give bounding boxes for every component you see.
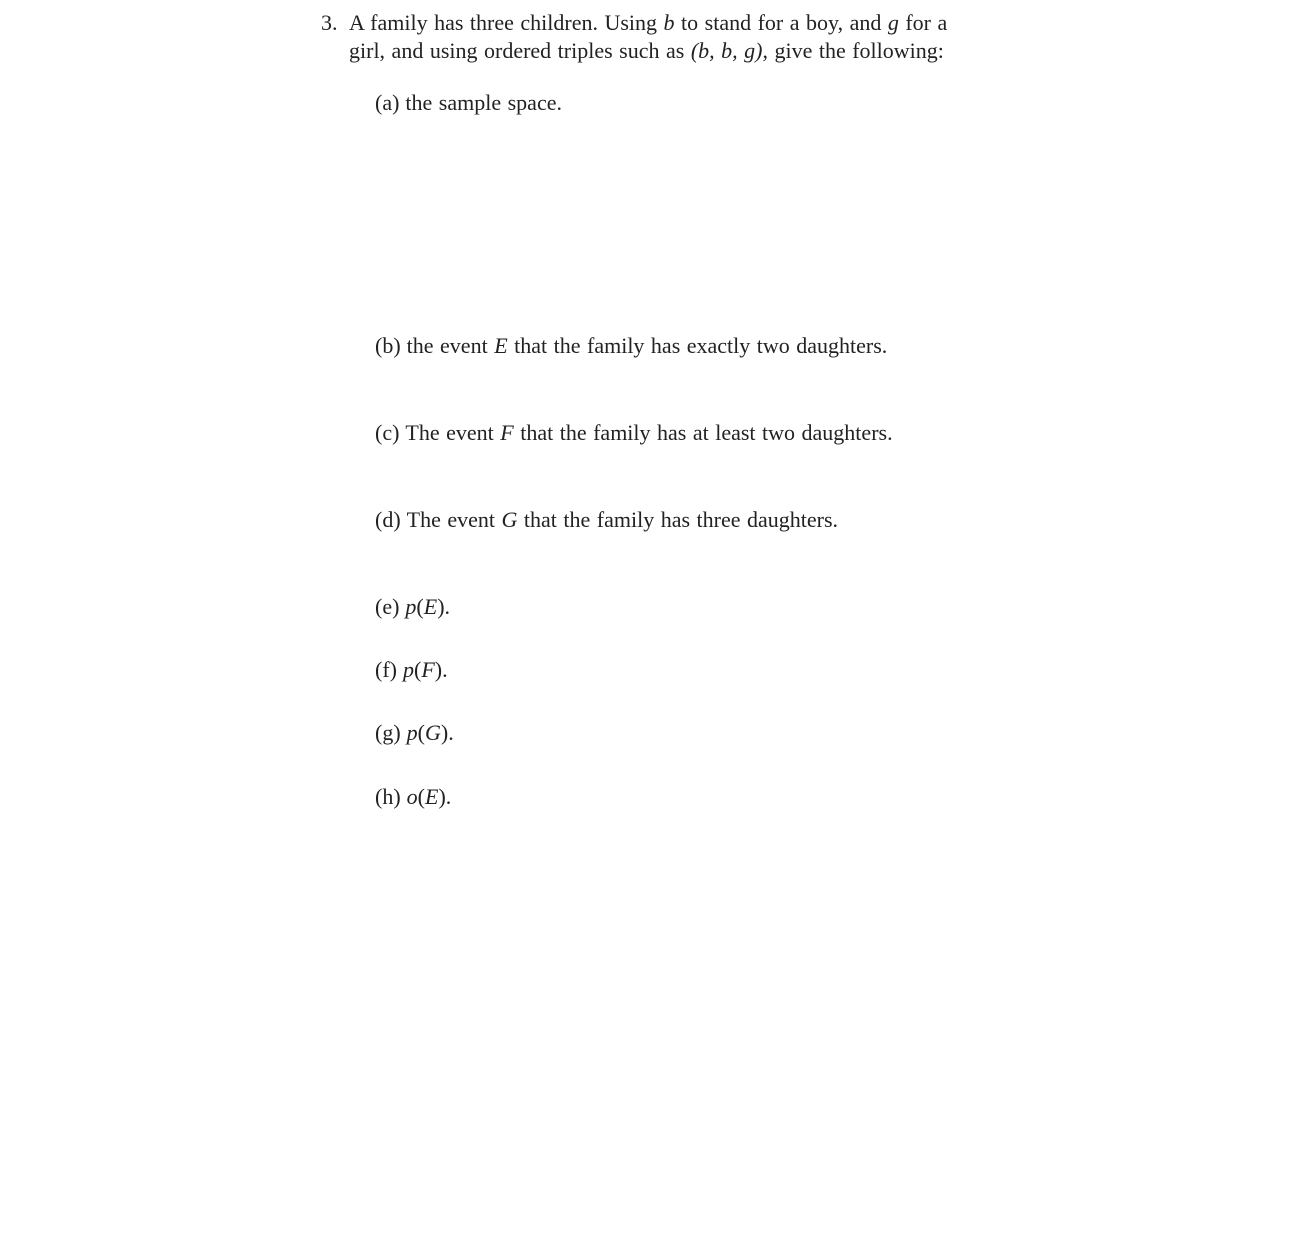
statement-line-2 (349, 37, 1039, 65)
ordered-triple-example: (b, b, g) (690, 38, 763, 63)
part-end: ). (437, 594, 451, 619)
event-variable: E (423, 594, 438, 619)
statement-text: girl, and using ordered triples such as (349, 38, 691, 63)
part-label: (b) (375, 333, 401, 358)
problem-number: 3. (321, 10, 338, 35)
part-label: (a) (375, 90, 400, 115)
part-d (375, 506, 838, 534)
event-variable: F (500, 420, 514, 445)
variable-b: b (663, 10, 675, 35)
event-variable: G (424, 720, 441, 745)
event-variable: F (421, 657, 435, 682)
part-text: The event (405, 420, 501, 445)
part-text: The event (406, 507, 502, 532)
probability-function: p (402, 657, 414, 682)
part-label: (d) (375, 507, 401, 532)
part-g: (g) p(G). (375, 720, 454, 745)
part-label: (g) (375, 720, 401, 745)
event-variable: E (494, 333, 508, 358)
part-e: (e) p(E). (375, 594, 451, 619)
statement-text: A family has three children. Using (349, 10, 664, 35)
part-text: that the family has three daughters. (517, 507, 839, 532)
part-label: (e) (375, 594, 400, 619)
part-label: (h) (375, 784, 401, 809)
part-label: (c) (375, 420, 400, 445)
part-label: (f) (375, 657, 397, 682)
event-variable: E (424, 784, 439, 809)
statement-line-1 (349, 9, 1039, 37)
statement-text: for a (898, 10, 948, 35)
part-b (375, 332, 887, 360)
probability-function: p (405, 594, 417, 619)
part-end: ). (434, 657, 448, 682)
statement-text: , give the following: (762, 38, 944, 63)
part-text: the event (406, 333, 495, 358)
problem-statement (349, 9, 1039, 65)
odds-function: o (406, 784, 418, 809)
part-text: the sample space. (405, 90, 562, 115)
part-text: that the family has exactly two daughters. (507, 333, 888, 358)
part-a (375, 89, 562, 117)
part-end: ). (440, 720, 454, 745)
event-variable: G (501, 507, 518, 532)
part-end: ). (438, 784, 452, 809)
part-text: that the family has at least two daughters. (513, 420, 893, 445)
part-c (375, 419, 893, 447)
part-h: (h) o(E). (375, 784, 452, 809)
probability-function: p (406, 720, 418, 745)
statement-text: to stand for a boy, and (674, 10, 888, 35)
variable-g: g (887, 10, 899, 35)
part-f: (f) p(F). (375, 657, 448, 682)
